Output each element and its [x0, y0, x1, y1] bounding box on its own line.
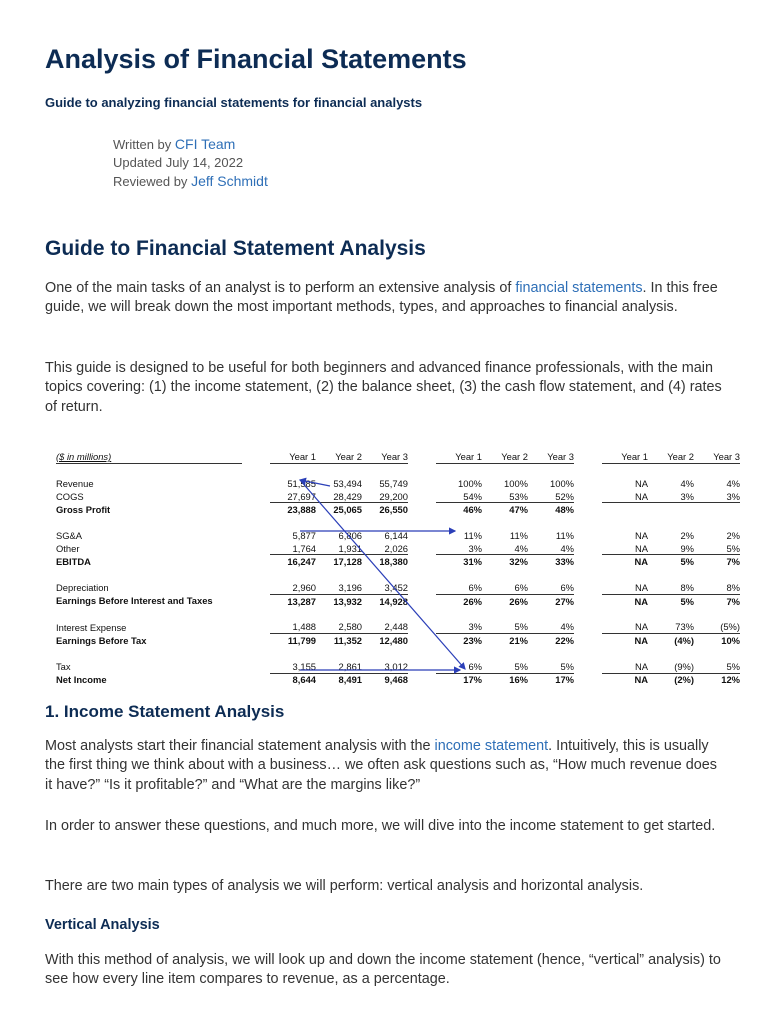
- diagonal-arrow: [300, 480, 465, 669]
- col-header: Year 1: [602, 448, 648, 464]
- income-statement-heading: 1. Income Statement Analysis: [45, 702, 285, 721]
- col-header: Year 3: [362, 448, 408, 464]
- growth-cell: 12%: [721, 674, 740, 686]
- growth-cell: 4%: [680, 477, 694, 489]
- value-cell: 9,468: [384, 674, 408, 686]
- percent-cell: 4%: [528, 621, 574, 634]
- percent-cell: 11%: [463, 529, 482, 541]
- value-cell: 3,196: [316, 581, 362, 594]
- percent-cell: 32%: [509, 556, 528, 568]
- percent-cell: 6%: [482, 581, 528, 594]
- percent-cell: 21%: [509, 635, 528, 647]
- row-label: Depreciation: [56, 582, 109, 594]
- percent-cell: 11%: [555, 529, 574, 541]
- section1-p1-text-b: . Intuitively, this is usually the first thing we think about with a business… we often ask questions such as, “How much revenue does it have?” “Is it profitable?” and “What are the margins like?”: [45, 738, 717, 793]
- growth-cell: 5%: [680, 556, 694, 568]
- value-cell: 1,764: [270, 542, 316, 555]
- value-cell: 23,888: [287, 504, 316, 516]
- row-label: Gross Profit: [56, 503, 111, 515]
- growth-cell: (5%): [694, 621, 740, 634]
- vertical-analysis-paragraph: With this method of analysis, we will look up and down the income statement (hence, “vertical” analysis) to see how every line item compares to revenue, as a percentage.: [45, 952, 721, 988]
- value-cell: 14,928: [379, 595, 408, 607]
- row-label: Tax: [56, 660, 71, 672]
- intro-paragraph-2: This guide is designed to be useful for both beginners and advanced finance professionals, with the main topics covering: (1) the income statement, (2) the balance sheet, (3) the cash flow statement, and (4) rates of return.: [45, 360, 722, 415]
- percent-cell: 3%: [436, 621, 482, 634]
- growth-cell: NA: [602, 542, 648, 555]
- value-cell: 28,429: [316, 490, 362, 503]
- percent-cell: 5%: [482, 621, 528, 634]
- income-statement-link[interactable]: income statement: [434, 738, 549, 754]
- percent-cell: 6%: [436, 581, 482, 594]
- percent-cell: 27%: [555, 595, 574, 607]
- percent-cell: 100%: [550, 477, 574, 489]
- col-header: Year 2: [316, 448, 362, 464]
- value-cell: 1,931: [316, 542, 362, 555]
- col-header: Year 2: [482, 448, 528, 464]
- col-header: Year 3: [694, 448, 740, 464]
- growth-cell: 73%: [648, 621, 694, 634]
- value-cell: 11,799: [287, 635, 316, 647]
- guide-heading: Guide to Financial Statement Analysis: [45, 237, 426, 260]
- percent-cell: 54%: [436, 490, 482, 503]
- value-cell: 2,026: [362, 542, 408, 555]
- percent-cell: 48%: [555, 504, 574, 516]
- unit-label: ($ in millions): [56, 448, 242, 464]
- growth-cell: 2%: [726, 529, 740, 541]
- percent-cell: 6%: [528, 581, 574, 594]
- reviewer-link[interactable]: Jeff Schmidt: [191, 173, 268, 189]
- value-cell: 27,697: [270, 490, 316, 503]
- percent-cell: 53%: [482, 490, 528, 503]
- value-cell: 29,200: [362, 490, 408, 503]
- percent-cell: 5%: [482, 660, 528, 673]
- col-header: Year 1: [270, 448, 316, 464]
- value-cell: 8,491: [338, 674, 362, 686]
- percent-cell: 11%: [509, 529, 528, 541]
- updated-date: Updated July 14, 2022: [113, 155, 244, 170]
- section1-paragraph-1: [45, 737, 725, 795]
- section1-paragraph-3: There are two main types of analysis we will perform: vertical analysis and horizontal analysis.: [45, 878, 644, 894]
- percent-cell: 22%: [555, 635, 574, 647]
- value-cell: 3,012: [362, 660, 408, 673]
- value-cell: 55,749: [379, 477, 408, 489]
- value-cell: 2,861: [316, 660, 362, 673]
- growth-cell: 9%: [648, 542, 694, 555]
- value-cell: 13,932: [333, 595, 362, 607]
- percent-cell: 5%: [528, 660, 574, 673]
- growth-cell: 5%: [680, 595, 694, 607]
- percent-cell: 3%: [436, 542, 482, 555]
- growth-cell: NA: [602, 621, 648, 634]
- intro-p1-text-b: . In this free guide, we will break down the most important methods, types, and approaches to financial analysis.: [45, 280, 718, 316]
- growth-cell: (4%): [674, 635, 694, 647]
- page-title: Analysis of Financial Statements: [45, 44, 467, 74]
- value-cell: 11,352: [333, 635, 362, 647]
- growth-cell: NA: [602, 490, 648, 503]
- row-label: Interest Expense: [56, 621, 127, 633]
- growth-cell: 3%: [648, 490, 694, 503]
- value-cell: 16,247: [287, 556, 316, 568]
- growth-cell: 5%: [694, 660, 740, 673]
- value-cell: 2,448: [362, 621, 408, 634]
- value-cell: 1,488: [270, 621, 316, 634]
- percent-cell: 46%: [463, 504, 482, 516]
- growth-cell: 5%: [694, 542, 740, 555]
- growth-cell: NA: [634, 529, 648, 541]
- growth-cell: NA: [602, 660, 648, 673]
- growth-cell: 4%: [726, 477, 740, 489]
- vertical-analysis-heading: Vertical Analysis: [45, 917, 160, 933]
- value-cell: 26,550: [379, 504, 408, 516]
- row-label: Revenue: [56, 477, 94, 489]
- percent-cell: 47%: [509, 504, 528, 516]
- percent-cell: 31%: [463, 556, 482, 568]
- percent-cell: 100%: [504, 477, 528, 489]
- col-header: Year 3: [528, 448, 574, 464]
- col-header: Year 1: [436, 448, 482, 464]
- growth-cell: NA: [634, 635, 648, 647]
- value-cell: 51,585: [287, 477, 316, 489]
- percent-cell: 6%: [436, 660, 482, 673]
- col-header: Year 2: [648, 448, 694, 464]
- author-link[interactable]: CFI Team: [174, 136, 236, 152]
- percent-cell: 33%: [555, 556, 574, 568]
- page-subtitle: Guide to analyzing financial statements for financial analysts: [45, 95, 423, 110]
- value-cell: 25,065: [333, 504, 362, 516]
- growth-cell: 10%: [721, 635, 740, 647]
- percent-cell: 17%: [463, 674, 482, 686]
- percent-cell: 26%: [463, 595, 482, 607]
- intro-p1-text-a: One of the main tasks of an analyst is to perform an extensive analysis of: [45, 280, 516, 296]
- value-cell: 18,380: [379, 556, 408, 568]
- row-label: COGS: [56, 490, 84, 502]
- value-cell: 3,155: [270, 660, 316, 673]
- reviewed-by-prefix: Reviewed by: [113, 174, 188, 189]
- percent-cell: 26%: [509, 595, 528, 607]
- growth-cell: 7%: [726, 595, 740, 607]
- row-label: Net Income: [56, 674, 107, 686]
- section1-p1-text-a: Most analysts start their financial statement analysis with the: [45, 738, 435, 754]
- value-cell: 5,877: [292, 529, 316, 541]
- row-label: Earnings Before Interest and Taxes: [56, 595, 213, 607]
- growth-cell: NA: [634, 595, 648, 607]
- growth-cell: 8%: [694, 581, 740, 594]
- growth-cell: (9%): [648, 660, 694, 673]
- value-cell: 17,128: [333, 556, 362, 568]
- value-cell: 2,960: [270, 581, 316, 594]
- growth-cell: 3%: [694, 490, 740, 503]
- row-label: EBITDA: [56, 556, 91, 568]
- growth-cell: NA: [634, 477, 648, 489]
- financial-statements-link[interactable]: financial statements: [515, 280, 643, 296]
- value-cell: 13,287: [287, 595, 316, 607]
- percent-cell: 23%: [463, 635, 482, 647]
- value-cell: 6,144: [384, 529, 408, 541]
- growth-cell: 2%: [680, 529, 694, 541]
- percent-cell: 4%: [482, 542, 528, 555]
- row-label: Other: [56, 542, 80, 554]
- row-label: Earnings Before Tax: [56, 634, 147, 646]
- percent-cell: 16%: [509, 674, 528, 686]
- value-cell: 12,480: [379, 635, 408, 647]
- value-cell: 3,452: [362, 581, 408, 594]
- growth-cell: NA: [634, 556, 648, 568]
- growth-cell: 8%: [648, 581, 694, 594]
- growth-cell: NA: [634, 674, 648, 686]
- value-cell: 2,580: [316, 621, 362, 634]
- value-cell: 53,494: [333, 477, 362, 489]
- row-label: SG&A: [56, 529, 83, 541]
- value-cell: 8,644: [292, 674, 316, 686]
- section1-paragraph-2: In order to answer these questions, and much more, we will dive into the income statement to get started.: [45, 818, 716, 834]
- written-by-prefix: Written by: [113, 137, 172, 152]
- growth-cell: 7%: [726, 556, 740, 568]
- value-cell: 6,806: [338, 529, 362, 541]
- growth-cell: (2%): [674, 674, 694, 686]
- percent-cell: 17%: [555, 674, 574, 686]
- growth-cell: NA: [602, 581, 648, 594]
- percent-cell: 100%: [458, 477, 482, 489]
- percent-cell: 52%: [528, 490, 574, 503]
- percent-cell: 4%: [528, 542, 574, 555]
